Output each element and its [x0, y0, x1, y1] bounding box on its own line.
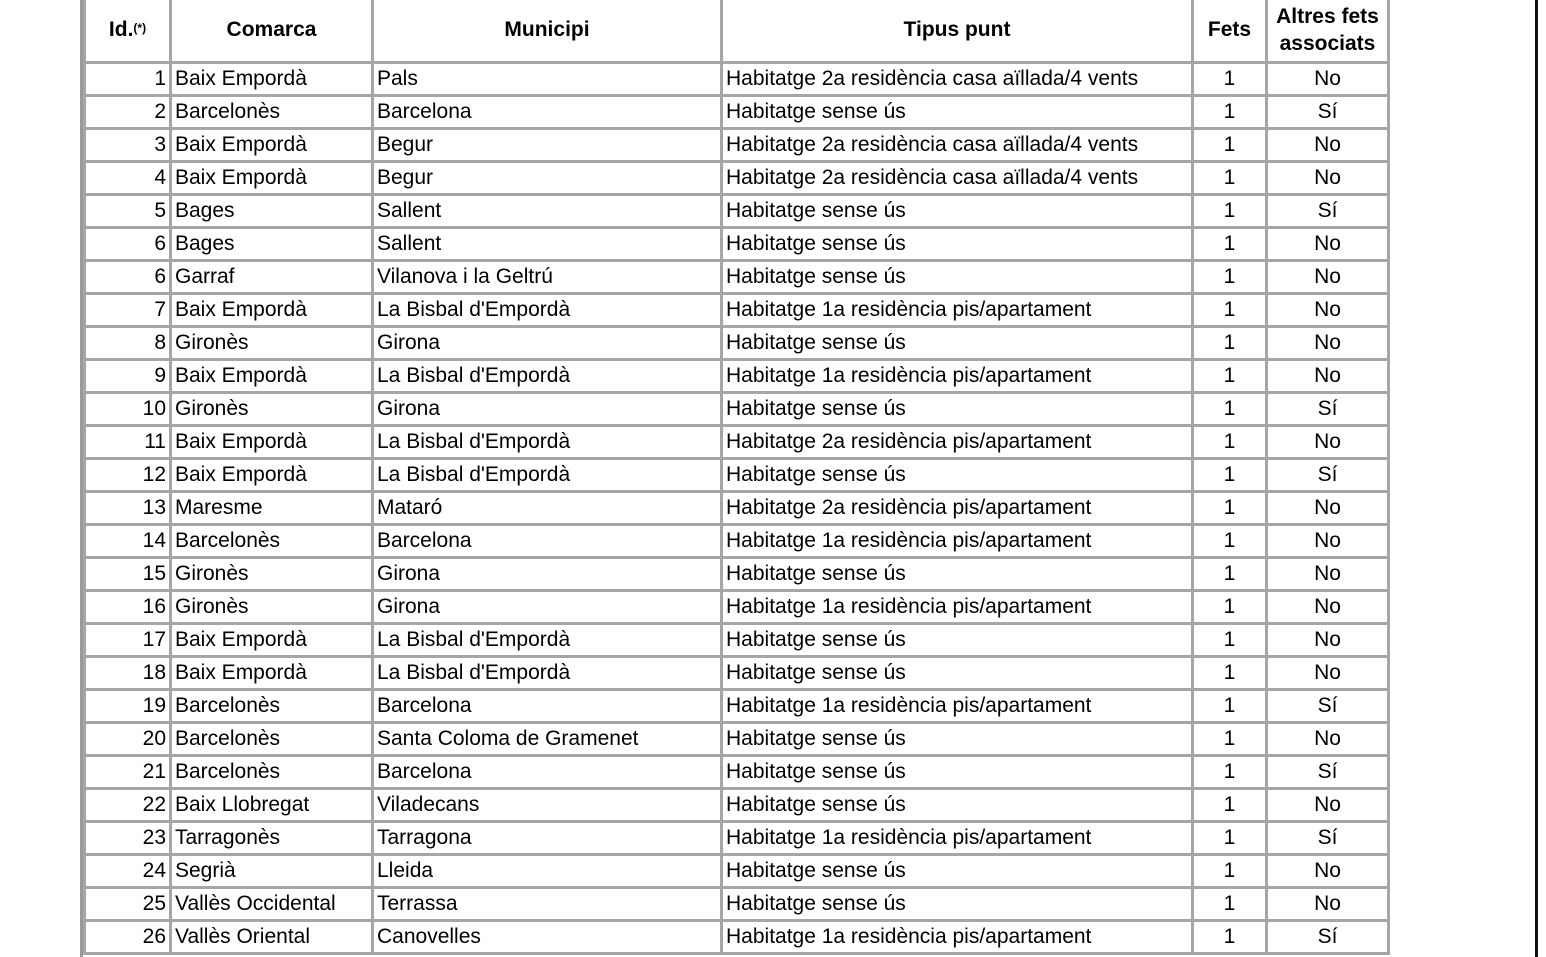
cell-comarca: Baix Empordà: [172, 130, 371, 160]
table-row: [86, 922, 1387, 952]
cell-municipi: Girona: [374, 559, 720, 589]
table-row: [86, 295, 1387, 325]
header-comarca: Comarca: [172, 0, 371, 61]
header-id-note: (*): [133, 21, 147, 35]
cell-comarca: Gironès: [172, 328, 371, 358]
cell-id: 12: [86, 460, 169, 490]
cell-id: 1: [86, 64, 169, 94]
cell-municipi: Lleida: [374, 856, 720, 886]
cell-id: 22: [86, 790, 169, 820]
cell-altres-fets: Sí: [1268, 922, 1387, 952]
cell-altres-fets: No: [1268, 262, 1387, 292]
cell-id: 8: [86, 328, 169, 358]
cell-fets: 1: [1194, 790, 1265, 820]
cell-id: 13: [86, 493, 169, 523]
header-tipus-punt: Tipus punt: [723, 0, 1191, 61]
cell-fets: 1: [1194, 361, 1265, 391]
cell-comarca: Baix Empordà: [172, 361, 371, 391]
cell-municipi: Terrassa: [374, 889, 720, 919]
cell-comarca: Barcelonès: [172, 724, 371, 754]
cell-municipi: Sallent: [374, 229, 720, 259]
cell-fets: 1: [1194, 889, 1265, 919]
cell-municipi: Barcelona: [374, 691, 720, 721]
cell-fets: 1: [1194, 493, 1265, 523]
cell-id: 17: [86, 625, 169, 655]
cell-fets: 1: [1194, 394, 1265, 424]
cell-fets: 1: [1194, 592, 1265, 622]
table-row: [86, 823, 1387, 853]
cell-comarca: Baix Empordà: [172, 295, 371, 325]
table-row: [86, 460, 1387, 490]
cell-municipi: La Bisbal d'Empordà: [374, 460, 720, 490]
cell-fets: 1: [1194, 823, 1265, 853]
table-row: [86, 493, 1387, 523]
cell-tipus-punt: Habitatge 2a residència pis/apartament: [723, 493, 1191, 523]
header-altres-line1: Altres fets: [1276, 5, 1379, 28]
cell-tipus-punt: Habitatge sense ús: [723, 262, 1191, 292]
cell-comarca: Baix Empordà: [172, 625, 371, 655]
table-row: [86, 229, 1387, 259]
table-row: [86, 328, 1387, 358]
cell-fets: 1: [1194, 163, 1265, 193]
cell-fets: 1: [1194, 196, 1265, 226]
table-row: [86, 163, 1387, 193]
cell-altres-fets: No: [1268, 295, 1387, 325]
cell-fets: 1: [1194, 856, 1265, 886]
cell-municipi: Mataró: [374, 493, 720, 523]
cell-altres-fets: No: [1268, 889, 1387, 919]
cell-fets: 1: [1194, 328, 1265, 358]
table-row: [86, 757, 1387, 787]
cell-id: 24: [86, 856, 169, 886]
cell-id: 16: [86, 592, 169, 622]
cell-comarca: Garraf: [172, 262, 371, 292]
header-id-label: Id.: [108, 18, 134, 41]
cell-altres-fets: No: [1268, 229, 1387, 259]
cell-municipi: Begur: [374, 130, 720, 160]
cell-comarca: Tarragonès: [172, 823, 371, 853]
cell-municipi: Santa Coloma de Gramenet: [374, 724, 720, 754]
table-body: [86, 64, 1387, 952]
cell-tipus-punt: Habitatge sense ús: [723, 889, 1191, 919]
cell-municipi: Barcelona: [374, 757, 720, 787]
cell-fets: 1: [1194, 97, 1265, 127]
table-header-row: [86, 0, 1387, 61]
cell-comarca: Gironès: [172, 394, 371, 424]
cell-tipus-punt: Habitatge 1a residència pis/apartament: [723, 526, 1191, 556]
cell-comarca: Gironès: [172, 592, 371, 622]
cell-municipi: Sallent: [374, 196, 720, 226]
cell-fets: 1: [1194, 262, 1265, 292]
cell-comarca: Baix Empordà: [172, 427, 371, 457]
cell-comarca: Barcelonès: [172, 691, 371, 721]
table-row: [86, 526, 1387, 556]
cell-municipi: La Bisbal d'Empordà: [374, 361, 720, 391]
cell-fets: 1: [1194, 559, 1265, 589]
table-row: [86, 856, 1387, 886]
cell-comarca: Baix Empordà: [172, 658, 371, 688]
cell-comarca: Gironès: [172, 559, 371, 589]
cell-fets: 1: [1194, 625, 1265, 655]
cell-id: 7: [86, 295, 169, 325]
cell-tipus-punt: Habitatge sense ús: [723, 97, 1191, 127]
cell-id: 23: [86, 823, 169, 853]
table-row: [86, 97, 1387, 127]
cell-altres-fets: Sí: [1268, 394, 1387, 424]
cell-tipus-punt: Habitatge sense ús: [723, 658, 1191, 688]
header-id: [86, 0, 169, 61]
cell-tipus-punt: Habitatge sense ús: [723, 724, 1191, 754]
cell-tipus-punt: Habitatge 1a residència pis/apartament: [723, 592, 1191, 622]
cell-tipus-punt: Habitatge sense ús: [723, 559, 1191, 589]
cell-tipus-punt: Habitatge 1a residència pis/apartament: [723, 691, 1191, 721]
cell-altres-fets: No: [1268, 361, 1387, 391]
cell-altres-fets: No: [1268, 625, 1387, 655]
cell-fets: 1: [1194, 691, 1265, 721]
cell-id: 9: [86, 361, 169, 391]
cell-comarca: Barcelonès: [172, 526, 371, 556]
table-row: [86, 889, 1387, 919]
cell-tipus-punt: Habitatge 2a residència casa aïllada/4 vents: [723, 130, 1191, 160]
cell-altres-fets: No: [1268, 790, 1387, 820]
cell-fets: 1: [1194, 130, 1265, 160]
cell-municipi: Girona: [374, 328, 720, 358]
cell-id: 10: [86, 394, 169, 424]
cell-tipus-punt: Habitatge 1a residència pis/apartament: [723, 922, 1191, 952]
cell-comarca: Baix Empordà: [172, 64, 371, 94]
cell-comarca: Vallès Occidental: [172, 889, 371, 919]
cell-municipi: Barcelona: [374, 526, 720, 556]
cell-altres-fets: Sí: [1268, 196, 1387, 226]
cell-comarca: Bages: [172, 229, 371, 259]
cell-municipi: Girona: [374, 394, 720, 424]
cell-fets: 1: [1194, 658, 1265, 688]
cell-municipi: Begur: [374, 163, 720, 193]
cell-id: 3: [86, 130, 169, 160]
data-table: [83, 0, 1390, 955]
cell-municipi: Pals: [374, 64, 720, 94]
cell-id: 11: [86, 427, 169, 457]
cell-id: 21: [86, 757, 169, 787]
cell-tipus-punt: Habitatge 2a residència casa aïllada/4 vents: [723, 163, 1191, 193]
table-row: [86, 130, 1387, 160]
cell-altres-fets: No: [1268, 130, 1387, 160]
cell-fets: 1: [1194, 427, 1265, 457]
cell-fets: 1: [1194, 724, 1265, 754]
cell-altres-fets: No: [1268, 559, 1387, 589]
cell-altres-fets: Sí: [1268, 460, 1387, 490]
cell-municipi: Tarragona: [374, 823, 720, 853]
cell-comarca: Barcelonès: [172, 97, 371, 127]
cell-tipus-punt: Habitatge 1a residència pis/apartament: [723, 295, 1191, 325]
cell-municipi: La Bisbal d'Empordà: [374, 427, 720, 457]
cell-fets: 1: [1194, 229, 1265, 259]
cell-fets: 1: [1194, 922, 1265, 952]
cell-altres-fets: No: [1268, 592, 1387, 622]
cell-altres-fets: No: [1268, 64, 1387, 94]
cell-id: 5: [86, 196, 169, 226]
cell-municipi: La Bisbal d'Empordà: [374, 295, 720, 325]
cell-fets: 1: [1194, 526, 1265, 556]
cell-altres-fets: No: [1268, 724, 1387, 754]
cell-comarca: Baix Empordà: [172, 163, 371, 193]
cell-tipus-punt: Habitatge sense ús: [723, 856, 1191, 886]
cell-tipus-punt: Habitatge sense ús: [723, 757, 1191, 787]
cell-fets: 1: [1194, 757, 1265, 787]
table-row: [86, 691, 1387, 721]
header-fets: Fets: [1194, 0, 1265, 61]
cell-fets: 1: [1194, 295, 1265, 325]
page-right-edge: [1535, 0, 1538, 957]
table-row: [86, 724, 1387, 754]
cell-comarca: Bages: [172, 196, 371, 226]
table-row: [86, 427, 1387, 457]
cell-tipus-punt: Habitatge sense ús: [723, 394, 1191, 424]
cell-municipi: Canovelles: [374, 922, 720, 952]
cell-comarca: Vallès Oriental: [172, 922, 371, 952]
cell-id: 6: [86, 262, 169, 292]
cell-tipus-punt: Habitatge sense ús: [723, 196, 1191, 226]
table-row: [86, 262, 1387, 292]
table-row: [86, 559, 1387, 589]
cell-fets: 1: [1194, 64, 1265, 94]
cell-comarca: Segrià: [172, 856, 371, 886]
cell-id: 20: [86, 724, 169, 754]
cell-tipus-punt: Habitatge 2a residència casa aïllada/4 vents: [723, 64, 1191, 94]
cell-tipus-punt: Habitatge 2a residència pis/apartament: [723, 427, 1191, 457]
cell-altres-fets: No: [1268, 163, 1387, 193]
cell-altres-fets: Sí: [1268, 757, 1387, 787]
cell-comarca: Maresme: [172, 493, 371, 523]
cell-id: 4: [86, 163, 169, 193]
cell-altres-fets: No: [1268, 493, 1387, 523]
header-municipi: Municipi: [374, 0, 720, 61]
cell-altres-fets: No: [1268, 658, 1387, 688]
table-row: [86, 790, 1387, 820]
cell-comarca: Baix Llobregat: [172, 790, 371, 820]
cell-altres-fets: No: [1268, 427, 1387, 457]
table-row: [86, 658, 1387, 688]
cell-tipus-punt: Habitatge sense ús: [723, 790, 1191, 820]
cell-altres-fets: Sí: [1268, 97, 1387, 127]
cell-id: 2: [86, 97, 169, 127]
cell-altres-fets: No: [1268, 856, 1387, 886]
cell-id: 18: [86, 658, 169, 688]
cell-tipus-punt: Habitatge sense ús: [723, 328, 1191, 358]
cell-fets: 1: [1194, 460, 1265, 490]
cell-comarca: Barcelonès: [172, 757, 371, 787]
cell-municipi: Barcelona: [374, 97, 720, 127]
cell-altres-fets: Sí: [1268, 823, 1387, 853]
cell-id: 6: [86, 229, 169, 259]
cell-tipus-punt: Habitatge sense ús: [723, 625, 1191, 655]
cell-tipus-punt: Habitatge 1a residència pis/apartament: [723, 361, 1191, 391]
cell-municipi: Viladecans: [374, 790, 720, 820]
cell-id: 25: [86, 889, 169, 919]
cell-id: 19: [86, 691, 169, 721]
cell-tipus-punt: Habitatge 1a residència pis/apartament: [723, 823, 1191, 853]
table-row: [86, 64, 1387, 94]
cell-id: 26: [86, 922, 169, 952]
cell-municipi: Girona: [374, 592, 720, 622]
table-row: [86, 361, 1387, 391]
cell-id: 15: [86, 559, 169, 589]
table-row: [86, 592, 1387, 622]
cell-municipi: La Bisbal d'Empordà: [374, 658, 720, 688]
header-altres-line2: associats: [1279, 32, 1376, 55]
header-altres-fets: [1268, 0, 1387, 61]
cell-municipi: Vilanova i la Geltrú: [374, 262, 720, 292]
cell-altres-fets: No: [1268, 526, 1387, 556]
cell-municipi: La Bisbal d'Empordà: [374, 625, 720, 655]
table-row: [86, 625, 1387, 655]
cell-altres-fets: No: [1268, 328, 1387, 358]
cell-tipus-punt: Habitatge sense ús: [723, 460, 1191, 490]
cell-tipus-punt: Habitatge sense ús: [723, 229, 1191, 259]
cell-id: 14: [86, 526, 169, 556]
cell-altres-fets: Sí: [1268, 691, 1387, 721]
table-row: [86, 394, 1387, 424]
cell-comarca: Baix Empordà: [172, 460, 371, 490]
table-row: [86, 196, 1387, 226]
